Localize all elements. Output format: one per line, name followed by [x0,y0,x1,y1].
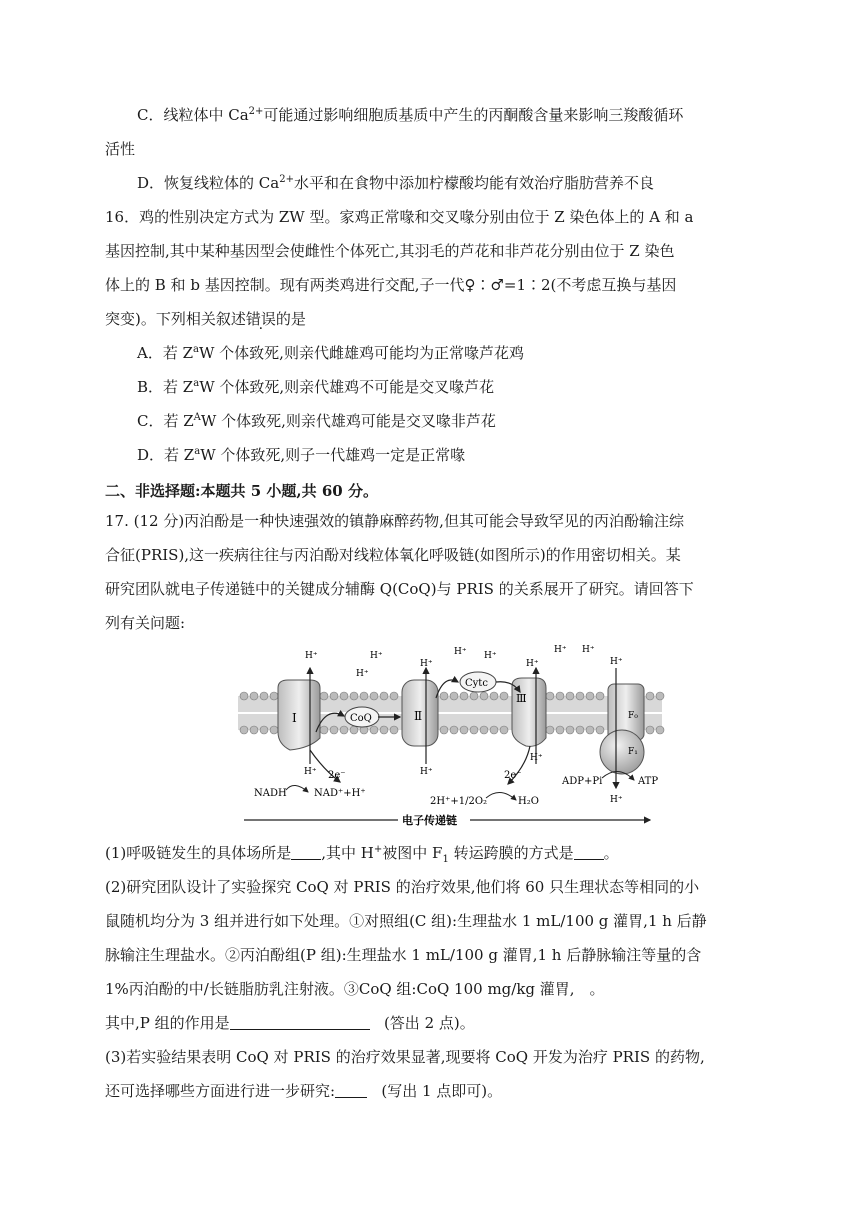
svg-text:H⁺: H⁺ [304,767,317,777]
q17-sub2-line3: 脉输注生理盐水。②丙泊酚组(P 组):生理盐水 1 mL/100 g 灌胃,1 h 后静脉输注等量的含 [105,946,702,964]
svg-text:H⁺: H⁺ [356,669,369,679]
q17-sub3-line1: (3)若实验结果表明 CoQ 对 PRIS 的治疗效果显著,现要将 CoQ 开发为治疗 PRIS 的药物, [105,1048,705,1066]
emphasis-wrong: 错误 [245,310,276,328]
svg-text:H⁺: H⁺ [610,795,623,805]
q15-option-c-continued: 活性 [105,140,136,158]
svg-text:ATP: ATP [638,776,659,787]
q17-stem-line1: 17. (12 分)丙泊酚是一种快速强效的镇静麻醉药物,但其可能会导致罕见的丙泊酚输注综 [105,512,684,530]
svg-text:H⁺: H⁺ [582,645,595,655]
complex-2 [402,680,438,746]
q17-sub2-line5: 其中,P 组的作用是 (答出 2 点)。 [105,1014,475,1032]
q15-option-c: C．线粒体中 $Ca^{2+}$可能通过影响细胞质基质中产生的丙酮酸含量来影响三羧酸循环 [137,106,684,124]
svg-text:H⁺: H⁺ [530,753,543,763]
svg-text:ADP+Pi: ADP+Pi [562,776,603,787]
svg-text:H⁺: H⁺ [610,657,623,667]
svg-text:H⁺: H⁺ [554,645,567,655]
svg-text:F₀: F₀ [628,711,638,721]
q17-sub2-line1: (2)研究团队设计了实验探究 CoQ 对 PRIS 的治疗效果,他们将 60 只生理状态等相同的小 [105,878,700,896]
q17-stem-line4: 列有关问题: [105,614,186,632]
q16-option-d: D．若 $Z^aW$ 个体致死,则子一代雄鸡一定是正常喙 [137,446,466,464]
q16-stem-line3: 体上的 B 和 b 基因控制。现有两类鸡进行交配,子一代♀∶♂=1∶2(不考虑互换与基因 [105,276,677,294]
svg-text:电子传递链: 电子传递链 [402,814,457,827]
q17-sub1: (1)呼吸链发生的具体场所是 ,其中 H+被图中 $F_1$ 转运跨膜的方式是 。 [105,844,619,865]
q17-stem-line2: 合征(PRIS),这一疾病往往与丙泊酚对线粒体氧化呼吸链(如图所示)的作用密切相关。某 [105,546,681,564]
q16-stem-line2: 基因控制,其中某种基因型会使雌性个体死亡,其羽毛的芦花和非芦花分别由位于 Z 染色 [105,242,675,260]
q17-stem-line3: 研究团队就电子传递链中的关键成分辅酶 Q(CoQ)与 PRIS 的关系展开了研究。请回答下 [105,580,694,598]
cytc-carrier [460,672,496,692]
svg-text:H⁺: H⁺ [420,659,433,669]
section-heading: 二、非选择题:本题共 5 小题,共 60 分。 [105,482,378,500]
coq-carrier [345,707,379,727]
chain-axis [244,812,650,828]
svg-text:2e⁻: 2e⁻ [328,770,346,781]
answer-blank[interactable] [335,1081,367,1098]
svg-text:NADH: NADH [254,788,287,799]
q17-sub2-line4: 1%丙泊酚的中/长链脂肪乳注射液。③CoQ 组:CoQ 100 mg/kg 灌胃, 。 [105,980,605,998]
q16-stem-line4: 突变)。下列相关叙述错误的是 [105,310,306,328]
svg-text:2e⁻: 2e⁻ [504,770,522,781]
svg-text:Cytc: Cytc [465,678,488,689]
svg-text:Ⅰ: Ⅰ [292,711,297,725]
svg-text:H⁺: H⁺ [305,651,318,661]
q16-option-a: A．若 $Z^aW$ 个体致死,则亲代雌雄鸡可能均为正常喙芦花鸡 [137,344,524,362]
svg-text:2H⁺+1/2O₂: 2H⁺+1/2O₂ [430,796,488,807]
answer-blank[interactable] [291,843,321,860]
svg-text:H₂O: H₂O [518,796,539,807]
svg-text:H⁺: H⁺ [370,651,383,661]
q16-stem-line1: 16．鸡的性别决定方式为 ZW 型。家鸡正常喙和交叉喙分别由位于 Z 染色体上的 A 和 a [105,208,694,226]
svg-text:Ⅱ: Ⅱ [414,709,423,723]
electron-transport-chain-diagram [230,640,670,840]
svg-text:CoQ: CoQ [350,713,372,724]
q17-sub3-line2: 还可选择哪些方面进行进一步研究: (写出 1 点即可)。 [105,1082,503,1100]
answer-blank[interactable] [230,1013,370,1030]
svg-text:H⁺: H⁺ [526,659,539,669]
q16-option-b: B．若 $Z^aW$ 个体致死,则亲代雄鸡不可能是交叉喙芦花 [137,378,495,396]
q15-option-d: D．恢复线粒体的 $Ca^{2+}$水平和在食物中添加柠檬酸均能有效治疗脂肪营养不良 [137,174,654,192]
svg-text:F₁: F₁ [628,747,638,757]
answer-blank[interactable] [574,843,604,860]
svg-text:NAD⁺+H⁺: NAD⁺+H⁺ [314,788,366,799]
svg-text:H⁺: H⁺ [484,651,497,661]
complex-1 [278,680,320,750]
q16-option-c: C．若 $Z^AW$ 个体致死,则亲代雄鸡可能是交叉喙非芦花 [137,412,496,430]
svg-text:H⁺: H⁺ [454,647,467,657]
svg-text:H⁺: H⁺ [420,767,433,777]
q17-sub2-line2: 鼠随机均分为 3 组并进行如下处理。①对照组(C 组):生理盐水 1 mL/100 g 灌胃,1 h 后静 [105,912,707,930]
svg-text:Ⅲ: Ⅲ [516,692,527,705]
